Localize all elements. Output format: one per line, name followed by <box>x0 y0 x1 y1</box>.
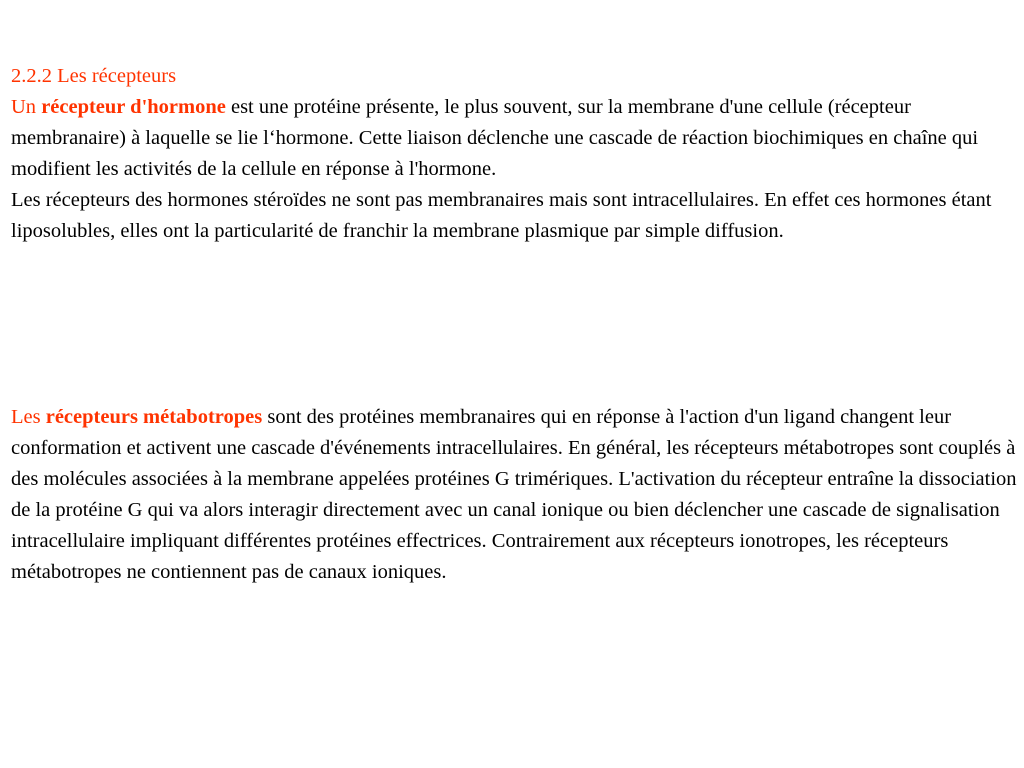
text-block-hormone-receptors <box>11 61 1019 247</box>
term-metabotropic-receptors: récepteurs métabotropes <box>45 406 263 428</box>
section-heading: 2.2.2 Les récepteurs <box>11 65 177 87</box>
paragraph-body: est une protéine présente, le plus souvent, sur la membrane d'une cellule (récepteur membranaire) à laquelle se lie l‘hormone. Cette liaison déclenche une cascade de réaction biochimiques en chaîne qui modifient les activités de la cellule en réponse à l'hormone. <box>11 96 979 180</box>
term-hormone-receptor: récepteur d'hormone <box>41 96 226 118</box>
paragraph-lead: Un <box>11 96 42 118</box>
paragraph-body: sont des protéines membranaires qui en réponse à l'action d'un ligand changent leur conformation et activent une cascade d'événements intracellulaires. En général, les récepteurs métabotropes sont couplés à des molécules associées à la membrane appelées protéines G trimériques. L'activation du récepteur entraîne la dissociation de la protéine G qui va alors interagir directement avec un canal ionique ou bien déclencher une cascade de signalisation intracellulaire impliquant différentes protéines effectrices. Contrairement aux récepteurs ionotropes, les récepteurs métabotropes ne contiennent pas de canaux ioniques. <box>11 406 1017 583</box>
paragraph-lead: Les <box>11 406 46 428</box>
slide <box>11 0 1019 768</box>
text-block-metabotropic <box>11 402 1019 588</box>
paragraph-metabotropic-receptors <box>11 402 1019 588</box>
paragraph-hormone-receptor <box>11 92 1019 185</box>
paragraph-steroid-receptors: Les récepteurs des hormones stéroïdes ne sont pas membranaires mais sont intracellulaires. En effet ces hormones étant liposolubles, elles ont la particularité de franchir la membrane plasmique par simple diffusion. <box>11 189 992 242</box>
